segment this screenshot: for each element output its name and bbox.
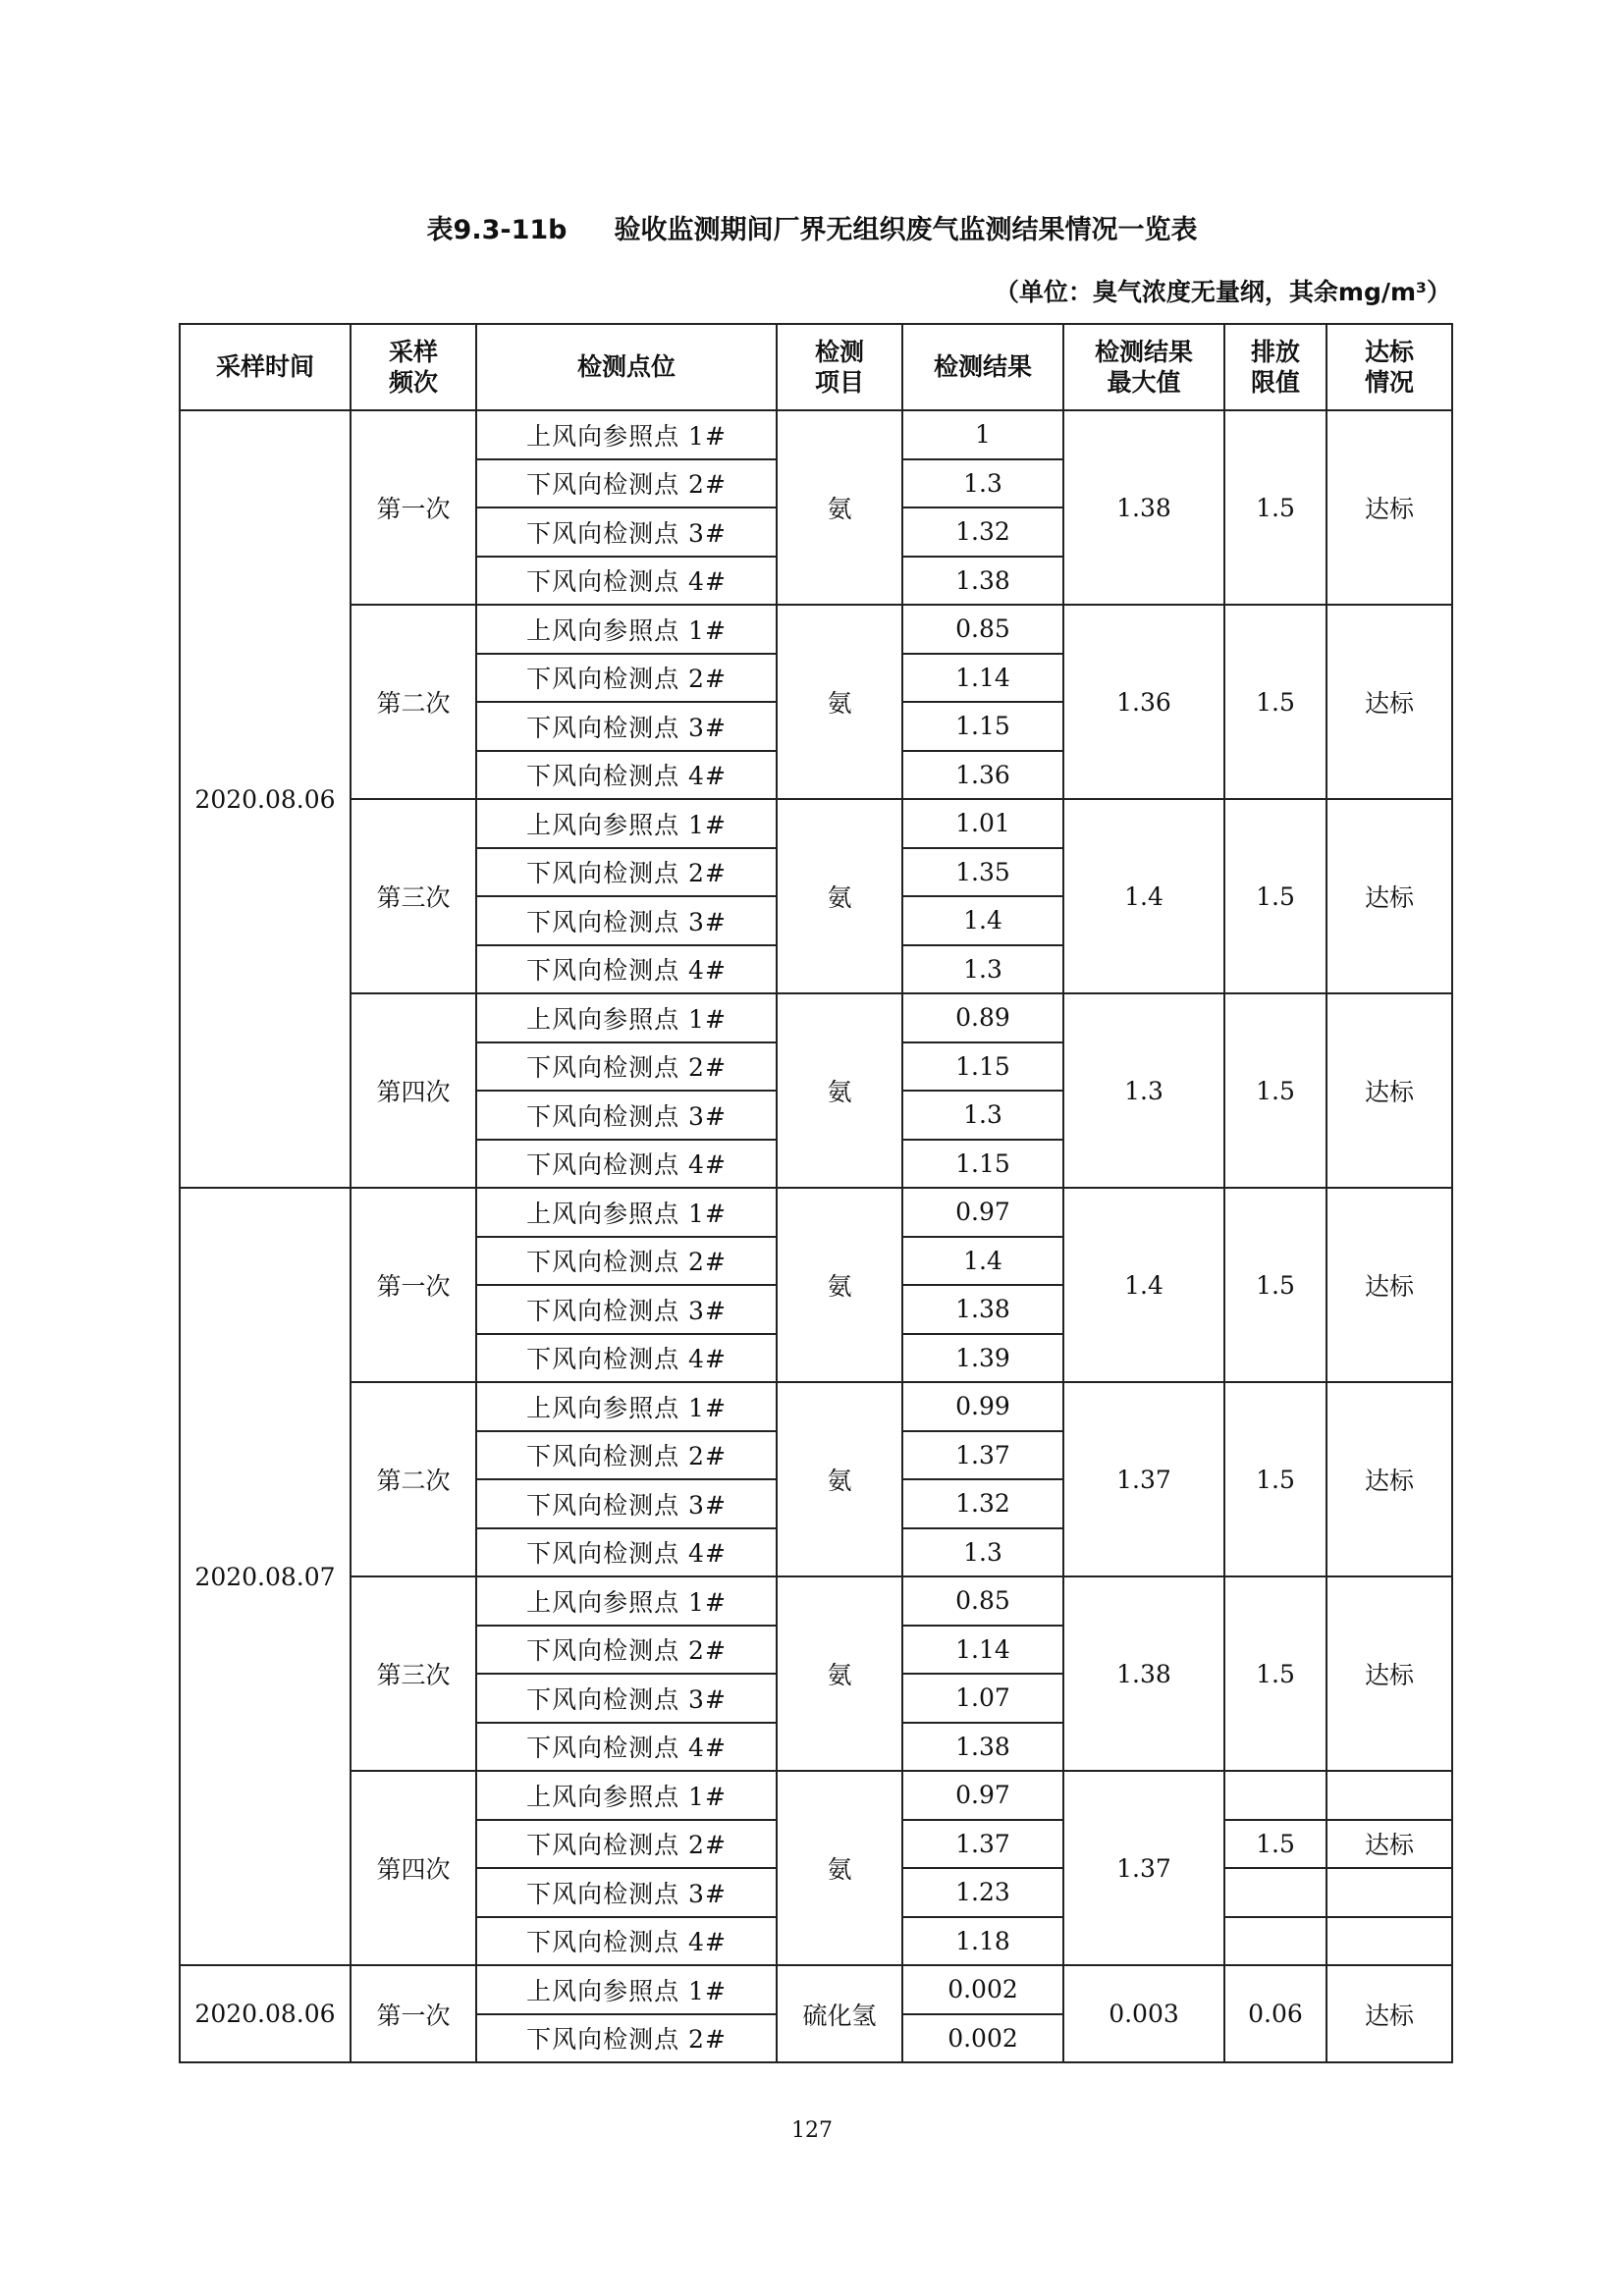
result-cell: 0.97 xyxy=(902,1771,1063,1820)
point-cell: 上风向参照点 1# xyxy=(476,1382,777,1431)
result-cell: 1.01 xyxy=(902,799,1063,848)
table-row xyxy=(180,410,1452,459)
round-cell: 第三次 xyxy=(351,799,476,993)
max-cell: 1.38 xyxy=(1063,1576,1224,1771)
limit-cell: 1.5 xyxy=(1224,1820,1326,1869)
result-cell: 1.3 xyxy=(902,1528,1063,1577)
result-cell: 1.15 xyxy=(902,1042,1063,1092)
result-cell: 0.002 xyxy=(902,1965,1063,2014)
result-cell: 1.18 xyxy=(902,1917,1063,1966)
status-cell: 达标 xyxy=(1326,1820,1452,1869)
item-cell: 硫化氢 xyxy=(777,1965,902,2062)
round-cell: 第一次 xyxy=(351,410,476,605)
header-time: 采样时间 xyxy=(180,324,351,410)
item-cell: 氨 xyxy=(777,1382,902,1576)
result-cell: 1.37 xyxy=(902,1820,1063,1869)
point-cell: 下风向检测点 2# xyxy=(476,2014,777,2063)
max-cell: 1.37 xyxy=(1063,1771,1224,1965)
result-cell: 1.14 xyxy=(902,1626,1063,1675)
table-title xyxy=(0,208,1624,246)
status-cell: 达标 xyxy=(1326,993,1452,1188)
page-number: 127 xyxy=(791,2118,833,2143)
point-cell: 下风向检测点 3# xyxy=(476,1091,777,1140)
status-cell: 达标 xyxy=(1326,1382,1452,1576)
point-cell: 下风向检测点 4# xyxy=(476,557,777,606)
result-cell: 0.99 xyxy=(902,1382,1063,1431)
limit-cell: 1.5 xyxy=(1224,799,1326,993)
result-cell: 0.002 xyxy=(902,2014,1063,2063)
limit-cell: 1.5 xyxy=(1224,1382,1326,1576)
result-cell: 1.23 xyxy=(902,1868,1063,1917)
unit-note: （单位：臭气浓度无量纲，其余mg/m³） xyxy=(994,278,1451,306)
point-cell: 下风向检测点 4# xyxy=(476,945,777,994)
point-cell: 下风向检测点 2# xyxy=(476,848,777,897)
header-limit: 排放 限值 xyxy=(1224,324,1326,410)
result-cell: 1.15 xyxy=(902,702,1063,751)
date-cell: 2020.08.06 xyxy=(180,410,351,1188)
max-cell: 1.3 xyxy=(1063,993,1224,1188)
status-cell: 达标 xyxy=(1326,605,1452,799)
limit-cell: 1.5 xyxy=(1224,410,1326,605)
result-cell: 0.89 xyxy=(902,993,1063,1042)
table-row xyxy=(180,1576,1452,1626)
item-cell: 氨 xyxy=(777,993,902,1188)
point-cell: 上风向参照点 1# xyxy=(476,605,777,654)
table-number: 表9.3-11b xyxy=(426,215,568,245)
table-row xyxy=(180,605,1452,654)
limit-cell: 0.06 xyxy=(1224,1965,1326,2062)
max-cell: 1.4 xyxy=(1063,799,1224,993)
point-cell: 下风向检测点 3# xyxy=(476,507,777,557)
result-cell: 0.97 xyxy=(902,1188,1063,1237)
point-cell: 下风向检测点 2# xyxy=(476,1431,777,1480)
point-cell: 下风向检测点 4# xyxy=(476,1723,777,1772)
result-cell: 1.4 xyxy=(902,896,1063,945)
header-row xyxy=(180,324,1452,410)
round-cell: 第四次 xyxy=(351,993,476,1188)
header-point: 检测点位 xyxy=(476,324,777,410)
result-cell: 1.36 xyxy=(902,751,1063,800)
item-cell: 氨 xyxy=(777,799,902,993)
table-row xyxy=(180,1771,1452,1820)
point-cell: 下风向检测点 4# xyxy=(476,751,777,800)
point-cell: 下风向检测点 4# xyxy=(476,1917,777,1966)
point-cell: 下风向检测点 3# xyxy=(476,1285,777,1334)
result-cell: 1.37 xyxy=(902,1431,1063,1480)
point-cell: 上风向参照点 1# xyxy=(476,1771,777,1820)
result-cell: 1.39 xyxy=(902,1334,1063,1383)
status-cell: 达标 xyxy=(1326,410,1452,605)
header-result: 检测结果 xyxy=(902,324,1063,410)
point-cell: 上风向参照点 1# xyxy=(476,1576,777,1626)
table-row xyxy=(180,1382,1452,1431)
point-cell: 下风向检测点 3# xyxy=(476,896,777,945)
point-cell: 下风向检测点 3# xyxy=(476,1868,777,1917)
table-row xyxy=(180,799,1452,848)
point-cell: 下风向检测点 2# xyxy=(476,1237,777,1286)
status-cell: 达标 xyxy=(1326,1965,1452,2062)
max-cell: 1.37 xyxy=(1063,1382,1224,1576)
limit-cell: 1.5 xyxy=(1224,1576,1326,1771)
result-cell: 1.35 xyxy=(902,848,1063,897)
header-max: 检测结果 最大值 xyxy=(1063,324,1224,410)
item-cell: 氨 xyxy=(777,410,902,605)
max-cell: 1.38 xyxy=(1063,410,1224,605)
max-cell: 0.003 xyxy=(1063,1965,1224,2062)
status-cell-empty xyxy=(1326,1771,1452,1820)
date-cell: 2020.08.07 xyxy=(180,1188,351,1965)
limit-cell: 1.5 xyxy=(1224,993,1326,1188)
result-cell: 1.14 xyxy=(902,654,1063,703)
status-cell-empty xyxy=(1326,1868,1452,1917)
point-cell: 下风向检测点 3# xyxy=(476,702,777,751)
point-cell: 上风向参照点 1# xyxy=(476,799,777,848)
round-cell: 第一次 xyxy=(351,1965,476,2062)
result-cell: 1.38 xyxy=(902,1285,1063,1334)
status-cell: 达标 xyxy=(1326,1188,1452,1382)
point-cell: 下风向检测点 3# xyxy=(476,1479,777,1528)
limit-cell: 1.5 xyxy=(1224,1188,1326,1382)
limit-cell-empty xyxy=(1224,1771,1326,1820)
status-cell: 达标 xyxy=(1326,799,1452,993)
round-cell: 第二次 xyxy=(351,1382,476,1576)
point-cell: 上风向参照点 1# xyxy=(476,410,777,459)
result-cell: 1.4 xyxy=(902,1237,1063,1286)
point-cell: 下风向检测点 2# xyxy=(476,1820,777,1869)
result-cell: 0.85 xyxy=(902,1576,1063,1626)
table-row xyxy=(180,1188,1452,1237)
point-cell: 下风向检测点 2# xyxy=(476,1042,777,1092)
item-cell: 氨 xyxy=(777,1771,902,1965)
point-cell: 下风向检测点 4# xyxy=(476,1528,777,1577)
point-cell: 上风向参照点 1# xyxy=(476,1965,777,2014)
result-cell: 1.3 xyxy=(902,1091,1063,1140)
item-cell: 氨 xyxy=(777,1576,902,1771)
max-cell: 1.36 xyxy=(1063,605,1224,799)
result-cell: 1.32 xyxy=(902,1479,1063,1528)
result-cell: 1 xyxy=(902,410,1063,459)
header-status: 达标 情况 xyxy=(1326,324,1452,410)
monitoring-table xyxy=(179,323,1453,2063)
limit-cell: 1.5 xyxy=(1224,605,1326,799)
result-cell: 1.3 xyxy=(902,945,1063,994)
point-cell: 下风向检测点 2# xyxy=(476,459,777,508)
result-cell: 1.3 xyxy=(902,459,1063,508)
point-cell: 下风向检测点 2# xyxy=(476,1626,777,1675)
point-cell: 下风向检测点 4# xyxy=(476,1334,777,1383)
result-cell: 0.85 xyxy=(902,605,1063,654)
result-cell: 1.07 xyxy=(902,1674,1063,1723)
point-cell: 下风向检测点 4# xyxy=(476,1140,777,1189)
round-cell: 第二次 xyxy=(351,605,476,799)
date-cell: 2020.08.06 xyxy=(180,1965,351,2062)
limit-cell-empty xyxy=(1224,1868,1326,1917)
table-title-text: 验收监测期间厂界无组织废气监测结果情况一览表 xyxy=(614,215,1198,245)
point-cell: 上风向参照点 1# xyxy=(476,993,777,1042)
point-cell: 下风向检测点 3# xyxy=(476,1674,777,1723)
status-cell-empty xyxy=(1326,1917,1452,1966)
table-row xyxy=(180,993,1452,1042)
result-cell: 1.15 xyxy=(902,1140,1063,1189)
header-item: 检测 项目 xyxy=(777,324,902,410)
point-cell: 上风向参照点 1# xyxy=(476,1188,777,1237)
max-cell: 1.4 xyxy=(1063,1188,1224,1382)
item-cell: 氨 xyxy=(777,1188,902,1382)
status-cell: 达标 xyxy=(1326,1576,1452,1771)
table-row xyxy=(180,1965,1452,2014)
header-frequency: 采样 频次 xyxy=(351,324,476,410)
limit-cell-empty xyxy=(1224,1917,1326,1966)
result-cell: 1.38 xyxy=(902,1723,1063,1772)
result-cell: 1.32 xyxy=(902,507,1063,557)
result-cell: 1.38 xyxy=(902,557,1063,606)
round-cell: 第四次 xyxy=(351,1771,476,1965)
point-cell: 下风向检测点 2# xyxy=(476,654,777,703)
round-cell: 第一次 xyxy=(351,1188,476,1382)
item-cell: 氨 xyxy=(777,605,902,799)
round-cell: 第三次 xyxy=(351,1576,476,1771)
